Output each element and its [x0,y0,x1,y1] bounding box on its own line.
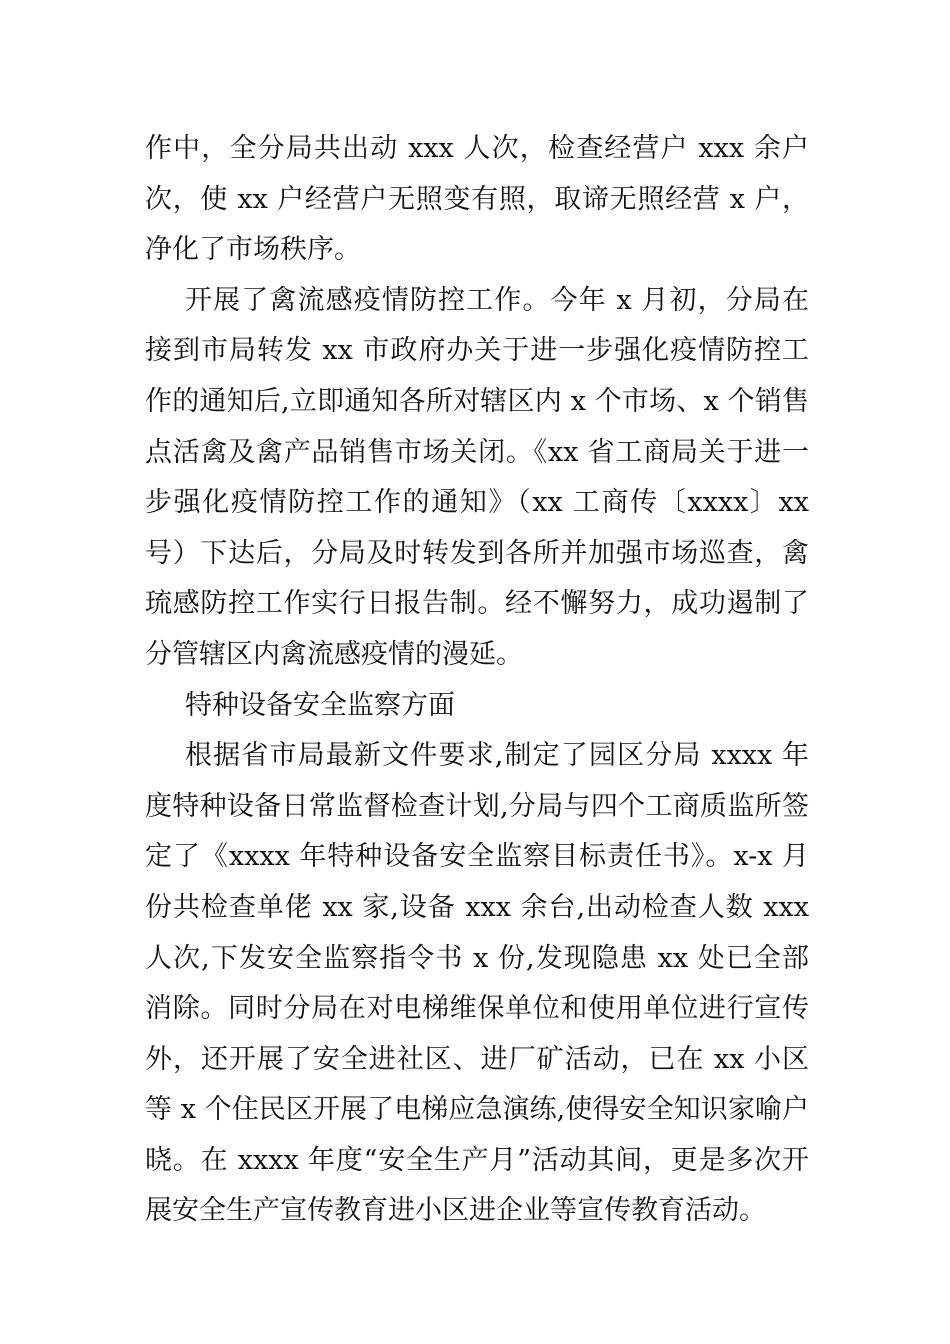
paragraph-market-order: 作中，全分局共出动 xxx 人次，检查经营户 xxx 余户次，使 xx 户经营户无照变有照，取谛无照经营 x 户，净化了市场秩序。 [145,133,809,266]
paragraph-special-equipment: 根据省市局最新文件要求,制定了园区分局 xxxx 年度特种设备日常监督检查计划,分局与四个工商质监所签定了《xxxx 年特种设备安全监察目标责任书》。x-x 月份共检查单佬 xx 家,设备 xxx 余台,出动检查人数 xxx 人次,下发安全监察指令书 x 份,发现隐患 xx 处已全部消除。同时分局在对电梯维保单位和使用单位进行宣传外，还开展了安全进社区、进厂矿活动，已在 xx 小区等 x 个住民区开展了电梯应急演练,使得安全知识家喻户晓。在 xxxx 年度“安全生产月”活动其间，更是多次开展安全生产宣传教育进小区进企业等宣传教育活动。 [145,740,809,1227]
document-body [145,124,809,1237]
section-heading-special-equipment: 特种设备安全监察方面 [185,689,455,721]
paragraph-avian-flu-control: 开展了禽流感疫情防控工作。今年 x 月初，分局在接到市局转发 xx 市政府办关于进一步强化疫情防控工作的通知后,立即通知各所对辖区内 x 个市场、x 个销售点活禽及禽产品销售市场关闭。《xx 省工商局关于进一步强化疫情防控工作的通知》（xx 工商传〔xxxx〕xx 号）下达后，分局及时转发到各所并加强市场巡查，禽琉感防控工作实行日报告制。经不懈努力，成功遏制了分管辖区内禽流感疫情的漫延。 [145,284,809,670]
